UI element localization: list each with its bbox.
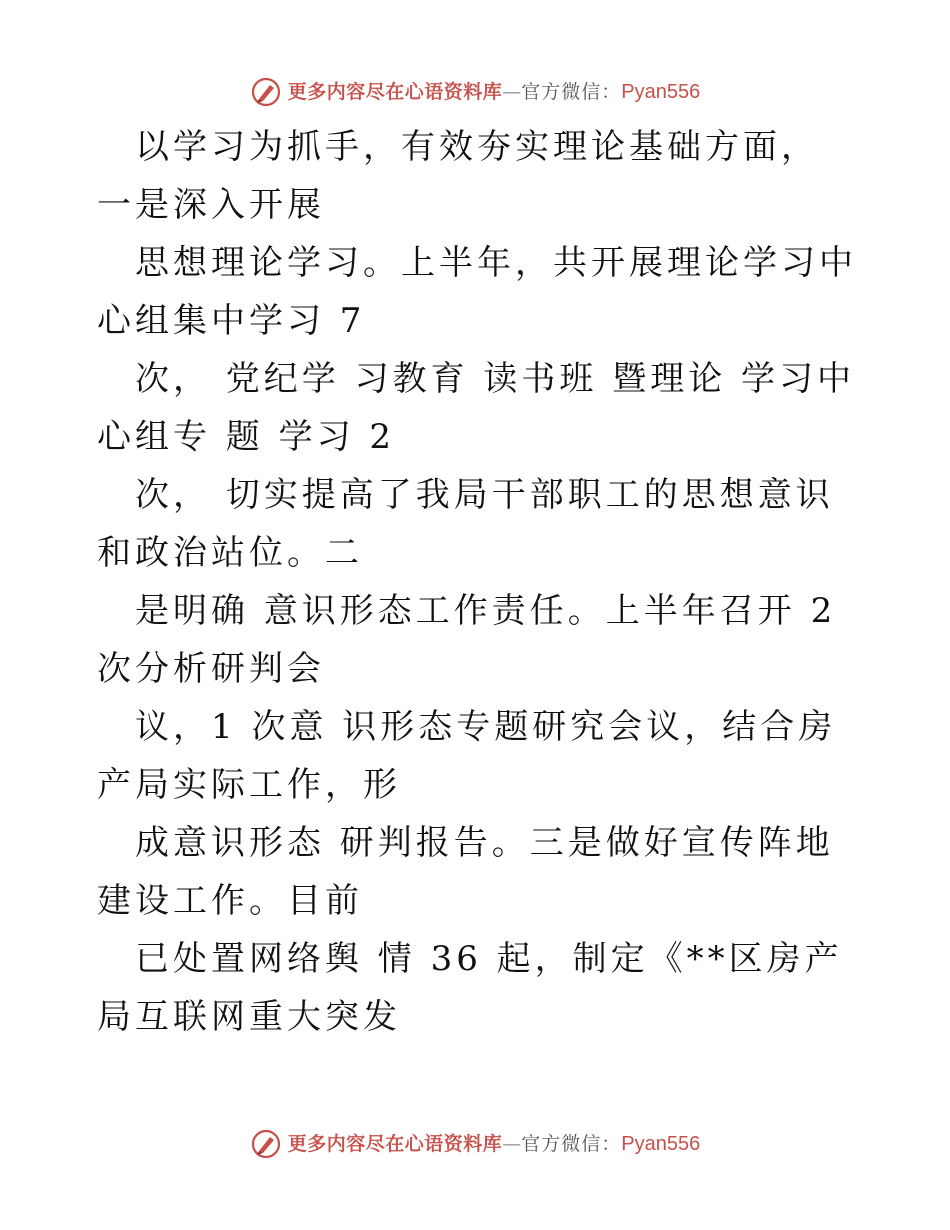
watermark-label: 官方微信： — [521, 81, 622, 103]
header-watermark — [0, 76, 950, 108]
paragraph: 次， 切实提高了我局干部职工的思想意识和政治站位。二 — [97, 475, 834, 573]
watermark-wechat-id: Pyan556 — [621, 81, 701, 103]
pen-logo-icon — [250, 76, 282, 108]
paragraph: 议，1 次意 识形态专题研究会议，结合房产局实际工作，形 — [97, 707, 837, 805]
paragraph: 次， 党纪学 习教育 读书班 暨理论 学习中 心组专 题 学习 2 — [97, 359, 856, 457]
paragraph: 是明确 意识形态工作责任。上半年召开 2 次分析研判会 — [97, 591, 837, 689]
watermark-wechat-id: Pyan556 — [621, 1133, 701, 1155]
paragraph: 思想理论学习。上半年，共开展理论学习中心组集中学习 7 — [97, 243, 857, 341]
paragraph: 以学习为抓手，有效夯实理论基础方面， 一是深入开展 — [97, 127, 819, 225]
watermark-label: 官方微信： — [521, 1133, 622, 1155]
paragraph: 成意识形态 研判报告。三是做好宣传阵地建设工作。目前 — [97, 823, 834, 921]
watermark-separator: — — [502, 81, 522, 103]
watermark-brand: 更多内容尽在心语资料库 — [287, 1133, 503, 1155]
watermark-brand: 更多内容尽在心语资料库 — [287, 81, 503, 103]
document-body — [97, 118, 857, 1046]
footer-watermark — [0, 1128, 950, 1160]
watermark-separator: — — [502, 1133, 522, 1155]
pen-logo-icon — [250, 1128, 282, 1160]
paragraph: 已处置网络舆 情 36 起，制定《**区房产局互联网重大突发 — [97, 939, 843, 1037]
